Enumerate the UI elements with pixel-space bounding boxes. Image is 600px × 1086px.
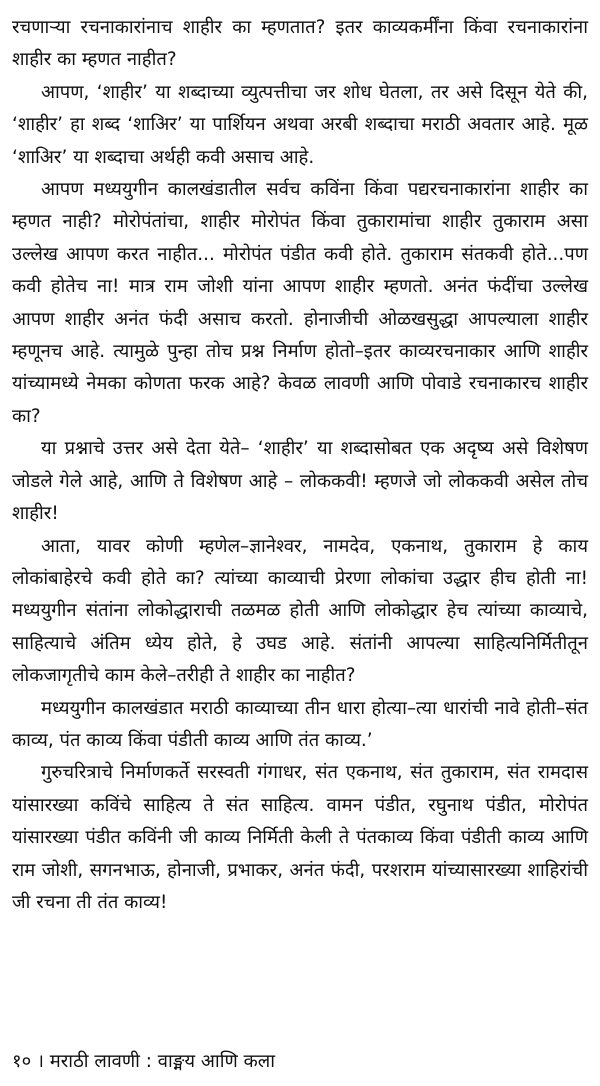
paragraph-1: रचणाऱ्या रचनाकारांनाच शाहीर का म्हणतात? इतर काव्यकर्मींना किंवा रचनाकारांना शाहीर का म्हणत नाहीत? [12, 17, 588, 71]
paragraph-3: आपण मध्ययुगीन कालखंडातील सर्वच कविंना किंवा पद्यरचनाकारांना शाहीर का म्हणत नाही? मोरोपंतांचा, शाहीर मोरोपंत किंवा तुकारामांचा शाहीर तुकाराम असा उल्लेख आपण करत नाहीत... मोरोपंत पंडीत कवी होते. तुकाराम संतकवी होते...पण कवी होतेच ना! मात्र राम जोशी यांना आपण शाहीर म्हणतो. अनंत फंदींचा उल्लेख आपण शाहीर अनंत फंदी असाच करतो. होनाजीची ओळखसुद्धा आपल्याला शाहीर म्हणूनच आहे. त्यामुळे पुन्हा तोच प्रश्न निर्माण होतो–इतर काव्यरचनाकार आणि शाहीर यांच्यामध्ये नेमका कोणता फरक आहे? केवळ लावणी आणि पोवाडे रचनाकारच शाहीर का? [12, 179, 588, 427]
paragraph-6: मध्ययुगीन कालखंडात मराठी काव्याच्या तीन धारा होत्या–त्या धारांची नावे होती–संत काव्य, पंत काव्य किंवा पंडीती काव्य आणि तंत काव्य.’ [12, 697, 588, 751]
paragraph-5: आता, यावर कोणी म्हणेल–ज्ञानेश्वर, नामदेव, एकनाथ, तुकाराम हे काय लोकांबाहेरचे कवी होते का? त्यांच्या काव्याची प्रेरणा लोकांचा उद्धार हीच होती ना! मध्ययुगीन संतांना लोकोद्धाराची तळमळ होती आणि लोकोद्धार हेच त्यांच्या काव्याचे, साहित्याचे अंतिम ध्येय होते, हे उघड आहे. संतांनी आपल्या साहित्यनिर्मितीतून लोकजागृतीचे काम केले–तरीही ते शाहीर का नाहीत? [12, 535, 588, 687]
paragraph-4: या प्रश्नाचे उत्तर असे देता येते– ‘शाहीर’ या शब्दासोबत एक अदृष्य असे विशेषण जोडले गेले आहे, आणि ते विशेषण आहे – लोककवी! म्हणजे जो लोककवी असेल तोच शाहीर! [12, 438, 588, 525]
paragraph-7: गुरुचरित्राचे निर्माणकर्ते सरस्वती गंगाधर, संत एकनाथ, संत तुकाराम, संत रामदास यांसारख्या कविंचे साहित्य ते संत साहित्य. वामन पंडीत, रघुनाथ पंडीत, मोरोपंत यांसारख्या पंडीत कविंनी जी काव्य निर्मिती केली ते पंतकाव्य किंवा पंडीती काव्य आणि राम जोशी, सगनभाऊ, होनाजी, प्रभाकर, अनंत फंदी, परशराम यांच्यासारख्या शाहिरांची जी रचना ती तंत काव्य! [12, 762, 588, 913]
page-footer: १० । मराठी लावणी : वाङ्मय आणि कला [12, 1051, 275, 1072]
paragraph-2: आपण, ‘शाहीर’ या शब्दाच्या व्युत्पत्तीचा जर शोध घेतला, तर असे दिसून येते की, ‘शाहीर’ हा शब्द ‘शाअिर’ या पार्शियन अथवा अरबी शब्दाचा मराठी अवतार आहे. मूळ ‘शाअिर’ या शब्दाचा अर्थही कवी असाच आहे. [12, 81, 588, 168]
page-body [12, 12, 588, 919]
